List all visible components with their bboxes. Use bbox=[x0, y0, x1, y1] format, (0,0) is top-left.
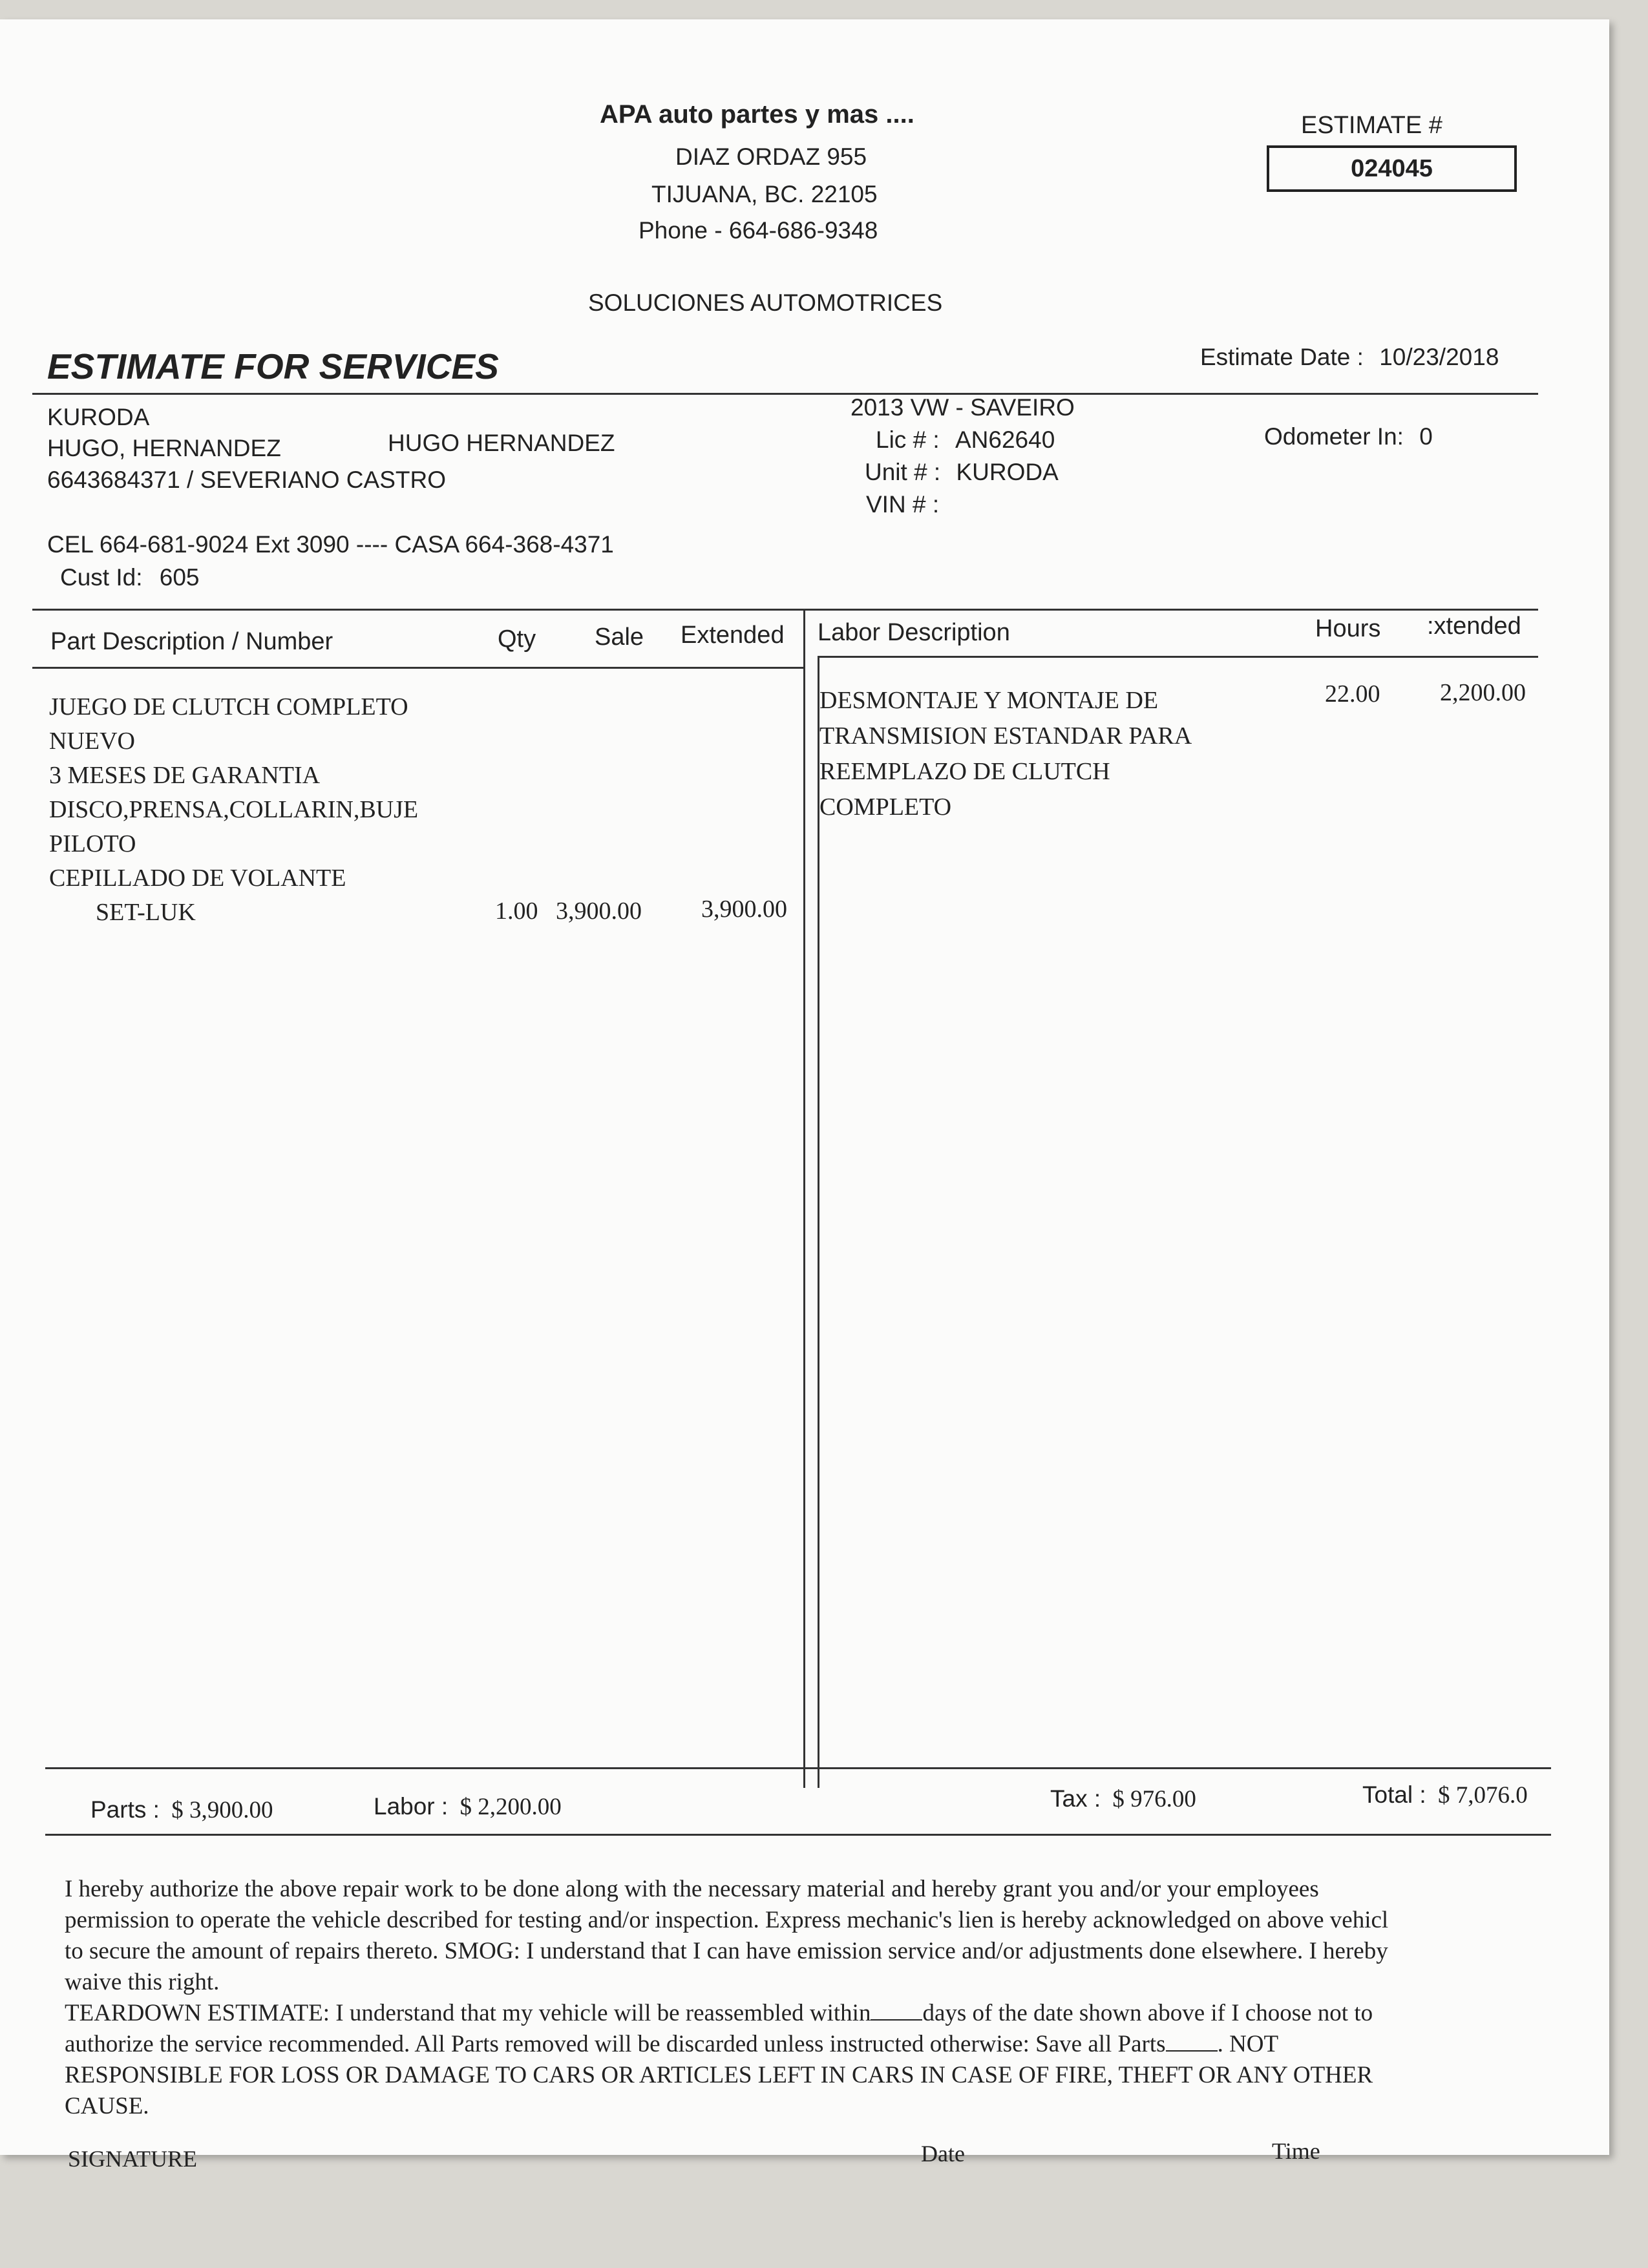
save-parts-blank bbox=[1166, 2031, 1218, 2052]
odometer-value: 0 bbox=[1419, 423, 1433, 450]
customer-id-label: Cust Id: bbox=[60, 564, 143, 591]
customer-cel-line: CEL 664-681-9024 Ext 3090 ---- CASA 664-368-4371 bbox=[47, 531, 614, 558]
vehicle-unit-row bbox=[865, 459, 1059, 486]
part-number: SET-LUK bbox=[96, 899, 196, 926]
part-extended: 3,900.00 bbox=[701, 896, 787, 923]
company-phone: Phone - 664-686-9348 bbox=[639, 217, 878, 244]
table-divider-right bbox=[818, 656, 819, 1788]
vehicle-vin-label: VIN # : bbox=[866, 491, 940, 518]
estimate-sheet bbox=[0, 19, 1609, 2172]
parts-header-sale: Sale bbox=[595, 624, 644, 651]
auth-line: waive this right. bbox=[65, 1969, 220, 1995]
auth-line: RESPONSIBLE FOR LOSS OR DAMAGE TO CARS OR ARTICLES LEFT IN CARS IN CASE OF FIRE, THEFT OR ANY OTHER bbox=[65, 2062, 1373, 2088]
vehicle-lic: AN62640 bbox=[955, 426, 1055, 453]
labor-line: DESMONTAJE Y MONTAJE DE bbox=[819, 687, 1159, 714]
parts-total-row bbox=[90, 1796, 273, 1824]
company-address-line2: TIJUANA, BC. 22105 bbox=[651, 181, 878, 207]
estimate-date-label: Estimate Date : bbox=[1200, 344, 1364, 370]
customer-phone-line: 6643684371 / SEVERIANO CASTRO bbox=[47, 467, 446, 493]
part-sale: 3,900.00 bbox=[556, 898, 642, 925]
vehicle-unit: KURODA bbox=[956, 459, 1059, 485]
labor-header-extended: :xtended bbox=[1427, 613, 1521, 640]
customer-company: KURODA bbox=[47, 404, 150, 430]
grand-total-label: Total : bbox=[1362, 1781, 1426, 1808]
parts-total-label: Parts : bbox=[90, 1796, 160, 1823]
parts-header-rule bbox=[32, 667, 805, 669]
parts-description-block bbox=[49, 690, 418, 930]
teardown-text-a: TEARDOWN ESTIMATE: I understand that my vehicle will be reassembled within bbox=[65, 2000, 871, 2026]
table-divider-left bbox=[803, 609, 805, 1788]
tax-label: Tax : bbox=[1050, 1785, 1101, 1812]
auth-line: permission to operate the vehicle described for testing and/or inspection. Express mechanic's lien is hereby acknowledged on above vehicl bbox=[65, 1907, 1389, 1933]
parts-line: CEPILLADO DE VOLANTE bbox=[49, 865, 346, 892]
grand-total: $ 7,076.0 bbox=[1438, 1782, 1528, 1809]
labor-total: $ 2,200.00 bbox=[460, 1794, 562, 1820]
teardown-text-b: days of the date shown above if I choose not to bbox=[922, 2000, 1373, 2026]
labor-header-hours: Hours bbox=[1315, 615, 1381, 642]
estimate-number: 024045 bbox=[1351, 155, 1433, 182]
save-parts-line bbox=[65, 2029, 1388, 2060]
totals-top-rule bbox=[45, 1767, 1551, 1769]
days-blank bbox=[871, 2000, 922, 2021]
parts-header-qty: Qty bbox=[498, 625, 536, 653]
grand-total-row bbox=[1362, 1781, 1528, 1809]
labor-header-description: Labor Description bbox=[818, 619, 1010, 646]
customer-contact: HUGO HERNANDEZ bbox=[388, 430, 615, 456]
parts-line: 3 MESES DE GARANTIA bbox=[49, 762, 321, 789]
estimate-date: 10/23/2018 bbox=[1379, 344, 1499, 370]
labor-extended: 2,200.00 bbox=[1440, 679, 1526, 706]
date-label: Date bbox=[921, 2141, 965, 2167]
estimate-title: ESTIMATE FOR SERVICES bbox=[47, 346, 499, 386]
parts-line: PILOTO bbox=[49, 830, 136, 857]
estimate-number-label: ESTIMATE # bbox=[1301, 112, 1442, 139]
not-text: . NOT bbox=[1217, 2031, 1279, 2057]
table-top-rule bbox=[32, 609, 1538, 611]
authorization-text bbox=[65, 1874, 1388, 2122]
teardown-line bbox=[65, 1998, 1388, 2029]
customer-name: HUGO, HERNANDEZ bbox=[47, 435, 281, 461]
labor-description-block bbox=[819, 683, 1192, 825]
odometer-label: Odometer In: bbox=[1264, 423, 1404, 450]
parts-header-extended: Extended bbox=[681, 622, 785, 649]
tax-total-row bbox=[1050, 1785, 1196, 1813]
save-parts-text: authorize the service recommended. All Parts removed will be discarded unless instructed otherwise: Save all Parts bbox=[65, 2031, 1166, 2057]
title-rule bbox=[32, 393, 1538, 395]
labor-total-label: Labor : bbox=[374, 1793, 449, 1820]
parts-header-description: Part Description / Number bbox=[50, 628, 333, 655]
labor-total-row bbox=[374, 1793, 562, 1821]
labor-line: COMPLETO bbox=[819, 793, 952, 821]
labor-hours: 22.00 bbox=[1325, 680, 1380, 708]
vehicle-model: 2013 VW - SAVEIRO bbox=[850, 394, 1075, 421]
labor-line: TRANSMISION ESTANDAR PARA bbox=[819, 722, 1192, 750]
tax-total: $ 976.00 bbox=[1112, 1786, 1196, 1812]
signature-label: SIGNATURE bbox=[68, 2146, 198, 2172]
parts-total: $ 3,900.00 bbox=[171, 1797, 273, 1823]
parts-line: JUEGO DE CLUTCH COMPLETO bbox=[49, 693, 408, 720]
vehicle-unit-label: Unit # : bbox=[865, 459, 941, 485]
estimate-number-box bbox=[1267, 145, 1517, 192]
parts-line: NUEVO bbox=[49, 728, 135, 755]
company-address-line1: DIAZ ORDAZ 955 bbox=[675, 143, 867, 170]
auth-line: I hereby authorize the above repair work to be done along with the necessary material and hereby grant you and/or your employees bbox=[65, 1876, 1319, 1902]
estimate-date-row bbox=[1200, 344, 1499, 371]
labor-header-rule bbox=[818, 656, 1538, 658]
time-label: Time bbox=[1272, 2138, 1320, 2164]
parts-line: DISCO,PRENSA,COLLARIN,BUJE bbox=[49, 796, 419, 823]
customer-id-row bbox=[60, 564, 200, 591]
vehicle-lic-row bbox=[876, 426, 1055, 454]
customer-id: 605 bbox=[159, 564, 200, 591]
company-tagline: SOLUCIONES AUTOMOTRICES bbox=[588, 289, 943, 316]
odometer-row bbox=[1264, 423, 1433, 450]
vehicle-lic-label: Lic # : bbox=[876, 426, 940, 453]
part-qty: 1.00 bbox=[495, 898, 538, 925]
labor-line: REEMPLAZO DE CLUTCH bbox=[819, 758, 1110, 785]
totals-bottom-rule bbox=[45, 1834, 1551, 1836]
auth-line: to secure the amount of repairs thereto. SMOG: I understand that I can have emission service and/or adjustments done elsewhere. I hereby bbox=[65, 1938, 1388, 1964]
company-name: APA auto partes y mas .... bbox=[600, 100, 914, 129]
signature-row bbox=[0, 2138, 1609, 2172]
auth-line: CAUSE. bbox=[65, 2093, 149, 2119]
